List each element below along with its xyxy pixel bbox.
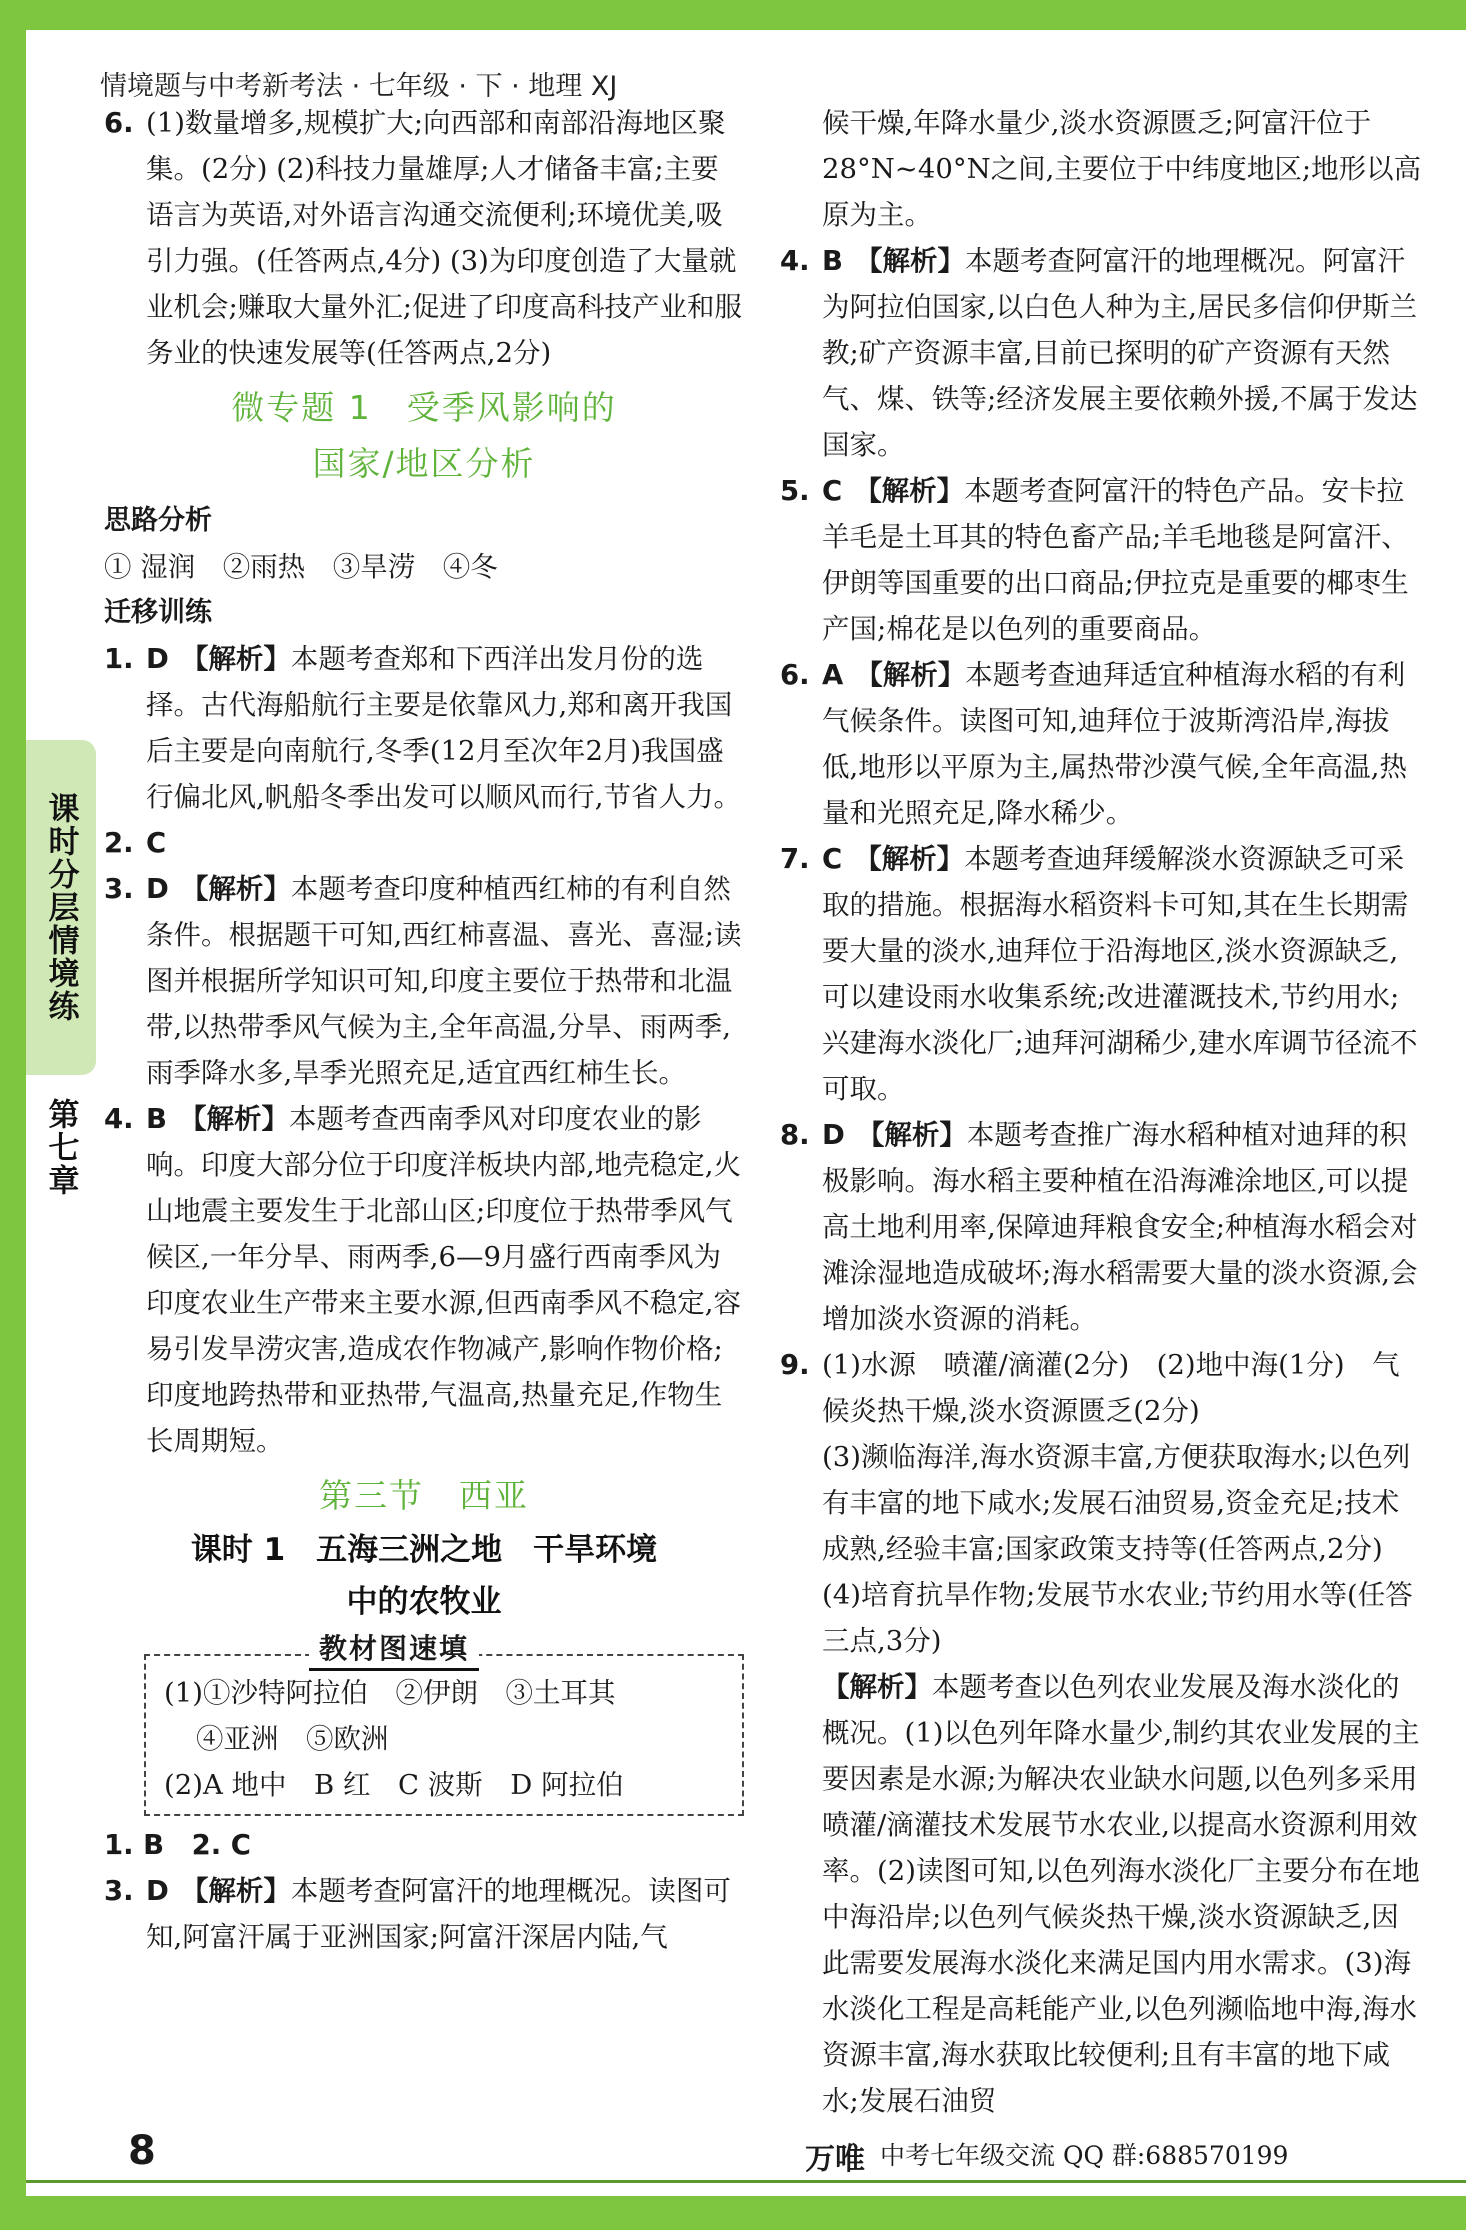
box-line-3: (2)A 地中 B 红 C 波斯 D 阿拉伯 <box>164 1769 624 1801</box>
side-tab-chapter-label: 第七章 <box>42 1097 79 1197</box>
answer-letter: D <box>146 873 169 905</box>
publisher-logo: 万唯 <box>805 2142 865 2177</box>
question-number: 7. <box>780 843 810 875</box>
question-number: 9. <box>780 1349 810 1381</box>
box-line-2: ④亚洲 ⑤欧洲 <box>196 1723 389 1755</box>
analysis-tag: 【解析】 <box>854 245 965 277</box>
analysis-text: 本题考查阿富汗的地理概况。阿富汗为阿拉伯国家,以白色人种为主,居民多信仰伊斯兰教;矿产资源丰富,目前已探明的矿产资源有天然气、煤、铁等;经济发展主要依赖外援,不属于发达国家。 <box>822 245 1418 461</box>
textbook-fill-box <box>144 1632 744 1816</box>
question-number: 1. <box>104 643 134 675</box>
analysis-tag: 【解析】 <box>180 873 291 905</box>
page-number: 8 <box>128 2128 156 2174</box>
footer-qq-group: 中考七年级交流 QQ 群:688570199 <box>880 2141 1289 2170</box>
side-tab-lesson <box>26 740 96 1075</box>
answers-1-2: 1. B 2. C <box>104 1829 251 1861</box>
question-6 <box>104 100 744 376</box>
question-number: 4. <box>104 1103 134 1135</box>
analysis-tag: 【解析】 <box>854 843 965 875</box>
box-body <box>144 1654 744 1816</box>
answer-letter: C <box>822 843 843 875</box>
question-4 <box>780 238 1422 468</box>
answer-letter: B <box>146 1103 167 1135</box>
question-number: 4. <box>780 245 810 277</box>
question-number: 5. <box>780 475 810 507</box>
analysis-text: 本题考查迪拜适宜种植海水稻的有利气候条件。读图可知,迪拜位于波斯湾沿岸,海拔低,地形以平原为主,属热带沙漠气候,全年高温,热量和光照充足,降水稀少。 <box>822 659 1407 829</box>
analysis-tag: 【解析】 <box>180 643 291 675</box>
question-5 <box>780 468 1422 652</box>
answer-letter: A <box>822 659 844 691</box>
analysis-tag: 【解析】 <box>854 475 965 507</box>
answer-letter: C <box>146 827 167 859</box>
question-6 <box>780 652 1422 836</box>
analysis-tag: 【解析】 <box>180 1875 291 1907</box>
page-header: 情境题与中考新考法 · 七年级 · 下 · 地理 XJ <box>100 71 618 102</box>
question-number: 6. <box>104 107 134 139</box>
question-9-analysis <box>780 1664 1422 2124</box>
special-topic-title-line1: 微专题 1 受季风影响的 <box>231 388 617 427</box>
question-9 <box>780 1342 1422 1434</box>
box-title: 教材图速填 <box>309 1630 479 1671</box>
analysis-tag: 【解析】 <box>822 1671 932 1703</box>
side-tab-chapter <box>26 1082 96 1212</box>
side-tab-lesson-label: 课时分层情境练 <box>42 792 79 1023</box>
question-8 <box>780 1112 1422 1342</box>
question-9-answer-continued: (3)濒临海洋,海水资源丰富,方便获取海水;以色列有丰富的地下咸水;发展石油贸易,资金充足;技术成熟,经验丰富;国家政策支持等(任答两点,2分) (4)培育抗旱作物;发展节水农业;节约用水等(任答三点,3分) <box>822 1441 1413 1657</box>
analysis-tag: 【解析】 <box>178 1103 289 1135</box>
analysis-tag: 【解析】 <box>855 659 966 691</box>
answer-text: (1)水源 喷灌/滴灌(2分) (2)地中海(1分) 气候炎热干燥,淡水资源匮乏(2分) <box>822 1349 1400 1427</box>
thinking-items: ① 湿润 ②雨热 ③旱涝 ④冬 <box>104 551 498 583</box>
transfer-question-1 <box>104 636 744 820</box>
transfer-question-4 <box>104 1096 744 1464</box>
lesson-title-line2: 中的农牧业 <box>346 1584 502 1620</box>
left-column <box>104 100 744 1960</box>
answer-letter: C <box>822 475 843 507</box>
question-3-continued: 候干燥,年降水量少,淡水资源匮乏;阿富汗位于28°N~40°N之间,主要位于中纬度地区;地形以高原为主。 <box>822 107 1422 231</box>
answer-text: (1)数量增多,规模扩大;向西部和南部沿海地区聚集。(2分) (2)科技力量雄厚;人才储备丰富;主要语言为英语,对外语言沟通交流便利;环境优美,吸引力强。(任答两点,4分) (3)为印度创造了大量就业机会;赚取大量外汇;促进了印度高科技产业和服务业的快速发展等(任答两点,2分) <box>146 107 743 369</box>
question-number: 6. <box>780 659 810 691</box>
analysis-text: 本题考查阿富汗的特色产品。安卡拉羊毛是土耳其的特色畜产品;羊毛地毯是阿富汗、伊朗等国重要的出口商品;伊拉克是重要的椰枣生产国;棉花是以色列的重要商品。 <box>822 475 1409 645</box>
top-green-band <box>0 0 1466 30</box>
question-number: 3. <box>104 1875 134 1907</box>
analysis-text: 本题考查郑和下西洋出发月份的选择。古代海船航行主要是依靠风力,郑和离开我国后主要是向南航行,冬季(12月至次年2月)我国盛行偏北风,帆船冬季出发可以顺风而行,节省人力。 <box>146 643 741 813</box>
analysis-tag: 【解析】 <box>856 1119 967 1151</box>
analysis-text: 本题考查以色列农业发展及海水淡化的概况。(1)以色列年降水量少,制约其农业发展的主要因素是水源;为解决农业缺水问题,以色列多采用喷灌/滴灌技术发展节水农业,以提高水资源利用效率。(2)读图可知,以色列海水淡化厂主要分布在地中海沿岸;以色列气候炎热干燥,淡水资源缺乏,因此需要发展海水淡化来满足国内用水需求。(3)海水淡化工程是高耗能产业,以色列濒临地中海,海水资源丰富,海水获取比较便利;且有丰富的地下咸水;发展石油贸 <box>822 1671 1420 2117</box>
question-number: 3. <box>104 873 134 905</box>
analysis-text: 本题考查推广海水稻种植对迪拜的积极影响。海水稻主要种植在沿海滩涂地区,可以提高土地利用率,保障迪拜粮食安全;种植海水稻会对滩涂湿地造成破坏;海水稻需要大量的淡水资源,会增加淡水资源的消耗。 <box>822 1119 1418 1335</box>
section-title: 第三节 西亚 <box>319 1476 529 1515</box>
question-number: 8. <box>780 1119 810 1151</box>
right-column <box>780 100 1422 2124</box>
transfer-question-2 <box>104 820 744 866</box>
special-topic-title-line2: 国家/地区分析 <box>312 444 536 483</box>
analysis-text: 本题考查印度种植西红柿的有利自然条件。根据题干可知,西红柿喜温、喜光、喜湿;读图并根据所学知识可知,印度主要位于热带和北温带,以热带季风气候为主,全年高温,分旱、雨两季,雨季降水多,旱季光照充足,适宜西红柿生长。 <box>146 873 742 1089</box>
analysis-text: 本题考查西南季风对印度农业的影响。印度大部分位于印度洋板块内部,地壳稳定,火山地震主要发生于北部山区;印度位于热带季风气候区,一年分旱、雨两季,6—9月盛行西南季风为印度农业生产带来主要水源,但西南季风不稳定,容易引发旱涝灾害,造成农作物减产,影响作物价格;印度地跨热带和亚热带,气温高,热量充足,作物生长周期短。 <box>146 1103 741 1457</box>
question-number: 2. <box>104 827 134 859</box>
analysis-text: 本题考查阿富汗的地理概况。读图可知,阿富汗属于亚洲国家;阿富汗深居内陆,气 <box>146 1875 731 1953</box>
transfer-question-3 <box>104 866 744 1096</box>
bottom-green-band <box>0 2196 1466 2230</box>
lesson-title-line1: 课时 1 五海三洲之地 干旱环境 <box>190 1532 658 1568</box>
answer-letter: D <box>822 1119 845 1151</box>
question-3 <box>104 1868 744 1960</box>
box-line-1: (1)①沙特阿拉伯 ②伊朗 ③土耳其 <box>164 1677 616 1709</box>
transfer-heading: 迁移训练 <box>104 597 212 628</box>
analysis-text: 本题考查迪拜缓解淡水资源缺乏可采取的措施。根据海水稻资料卡可知,其在生长期需要大量的淡水,迪拜位于沿海地区,淡水资源缺乏,可以建设雨水收集系统;改进灌溉技术,节约用水;兴建海水淡化厂;迪拜河湖稀少,建水库调节径流不可取。 <box>822 843 1418 1105</box>
question-7 <box>780 836 1422 1112</box>
bottom-rule <box>26 2180 1466 2183</box>
answer-letter: D <box>146 1875 169 1907</box>
answer-letter: D <box>146 643 169 675</box>
left-green-band <box>0 0 26 2230</box>
answer-letter: B <box>822 245 843 277</box>
thinking-heading: 思路分析 <box>104 505 212 536</box>
